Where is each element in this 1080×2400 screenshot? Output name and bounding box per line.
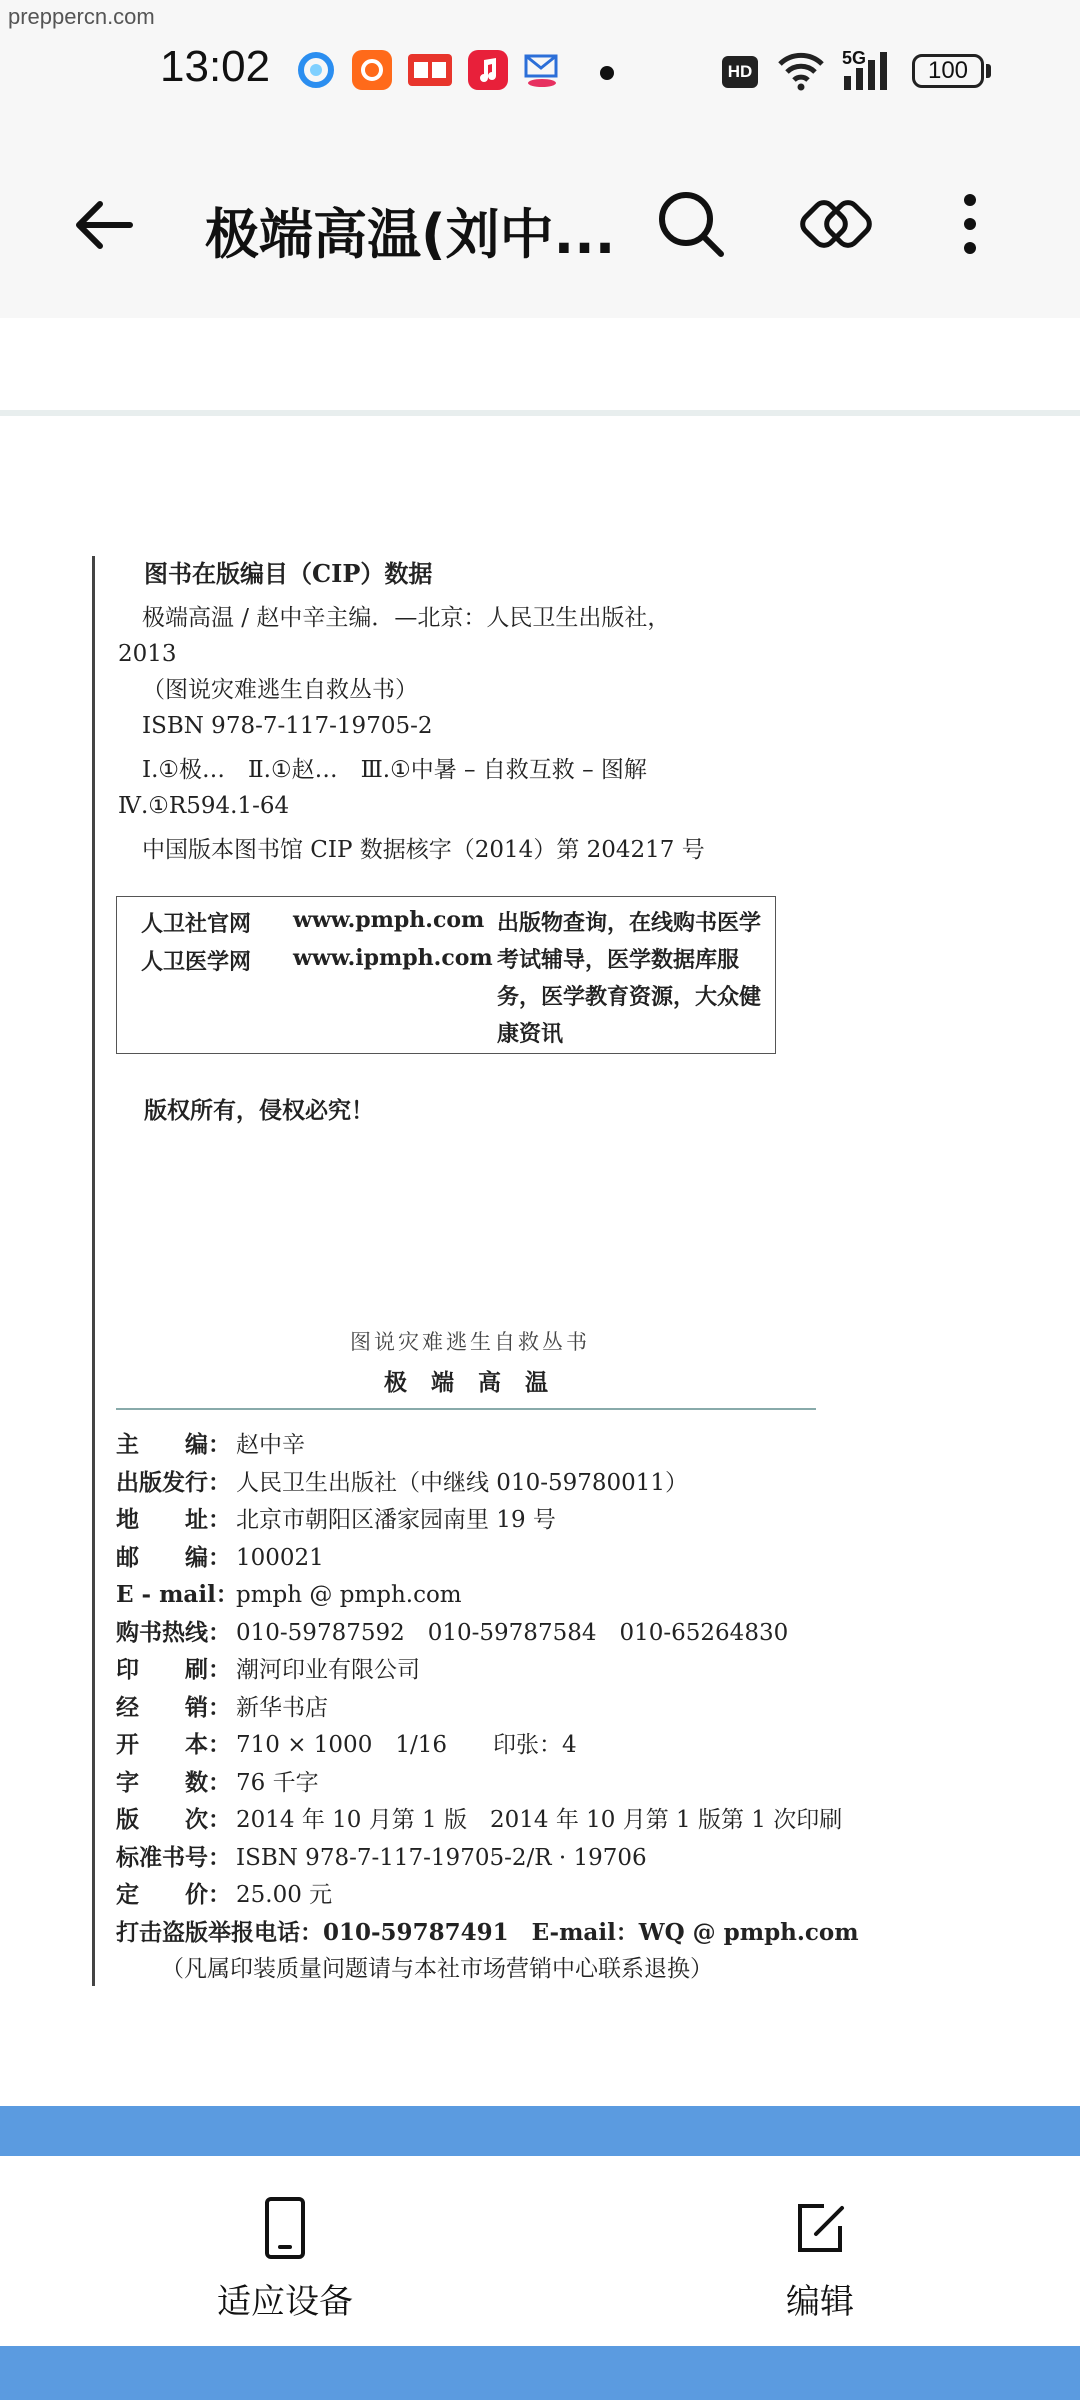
- return-note: （凡属印装质量问题请与本社市场营销中心联系退换）: [161, 1956, 713, 1982]
- colophon-key: 定 价：: [116, 1881, 231, 1908]
- colophon-value: 76 千字: [236, 1769, 319, 1796]
- network-type: 5G: [842, 48, 867, 68]
- hd-badge: HD: [722, 56, 758, 88]
- cover-preview-band-lower: [0, 2346, 1080, 2400]
- bottom-action-bar: [0, 2156, 1080, 2346]
- colophon-value: 2014 年 10 月第 1 版 2014 年 10 月第 1 版第 1 次印刷: [236, 1807, 843, 1833]
- battery-indicator: 100: [912, 54, 984, 88]
- cover-preview-band: [0, 2106, 1080, 2156]
- back-arrow-icon[interactable]: [70, 190, 140, 260]
- colophon-key: 版 次：: [116, 1806, 231, 1833]
- colophon-key: 开 本：: [116, 1731, 231, 1758]
- cip-line: ISBN 978-7-117-19705-2: [142, 713, 433, 739]
- toutiao-app-icon: [408, 54, 452, 86]
- tablet-icon: [255, 2196, 315, 2260]
- colophon-row: [116, 1539, 876, 1577]
- taobao-app-icon: [352, 50, 392, 90]
- music-app-icon: [468, 50, 508, 90]
- cip-title: 图书在版编目（CIP）数据: [144, 559, 433, 588]
- margin-line: [92, 556, 95, 1986]
- colophon-row: [116, 1689, 876, 1727]
- colophon-row: [116, 1501, 876, 1539]
- edit-icon: [790, 2196, 850, 2260]
- mail-app-icon: [522, 50, 562, 90]
- status-bar: [0, 0, 1080, 140]
- colophon-row: [116, 1876, 876, 1914]
- colophon-value: 人民卫生出版社（中继线 010-59780011）: [236, 1469, 689, 1496]
- fit-device-button[interactable]: [200, 2196, 370, 2326]
- wifi-icon: [776, 48, 826, 92]
- status-time: 13:02: [160, 42, 271, 91]
- info-website-link[interactable]: www.pmph.com: [293, 907, 485, 933]
- cip-line: 极端高温 / 赵中辛主编．—北京：人民卫生出版社，: [142, 605, 671, 631]
- colophon-value: pmph @ pmph.com: [236, 1582, 462, 1608]
- series-name: 图说灾难逃生自救丛书: [350, 1330, 590, 1354]
- colophon-row: [116, 1764, 876, 1802]
- colophon-value: 北京市朝阳区潘家园南里 19 号: [236, 1507, 556, 1533]
- colophon-value: 赵中辛: [236, 1432, 305, 1458]
- top-toolbar: [0, 140, 1080, 318]
- layers-icon[interactable]: [800, 188, 872, 260]
- divider: [116, 1408, 816, 1410]
- cip-line: 2013: [118, 641, 177, 667]
- colophon-key: 出版发行：: [116, 1468, 231, 1496]
- cip-line: 中国版本图书馆 CIP 数据核字（2014）第 204217 号: [142, 837, 705, 863]
- colophon-row: [116, 1651, 876, 1689]
- copyright-notice: 版权所有，侵权必究！: [144, 1097, 374, 1124]
- fit-device-label: 适应设备: [217, 2282, 353, 2322]
- colophon-key: 购书热线：: [116, 1618, 231, 1646]
- info-website-link[interactable]: www.ipmph.com: [293, 945, 493, 971]
- colophon-row: [116, 1426, 876, 1464]
- colophon-block: [116, 1426, 876, 1989]
- colophon-value: 100021: [236, 1544, 324, 1571]
- watermark-text: prepperc​n.com: [8, 4, 155, 29]
- colophon-value: 010-59787592 010-59787584 010-65264830: [236, 1619, 789, 1646]
- colophon-row: [116, 1614, 876, 1652]
- info-description: 出版物查询，在线购书医学考试辅导，医学数据库服务，医学教育资源，大众健康资讯: [497, 910, 762, 1047]
- info-label: 人卫社官网: [141, 911, 252, 937]
- colophon-row: [116, 1801, 876, 1839]
- colophon-row: [116, 1839, 876, 1877]
- info-label: 人卫医学网: [141, 949, 252, 975]
- colophon-value: 25.00 元: [236, 1882, 333, 1908]
- document-page[interactable]: [0, 416, 1080, 2106]
- cip-line: Ⅰ.①极… Ⅱ.①赵… Ⅲ.①中暑 – 自救互救 – 图解: [142, 757, 647, 783]
- search-icon[interactable]: [655, 188, 727, 260]
- colophon-row: [116, 1726, 876, 1764]
- colophon-row: [116, 1464, 876, 1502]
- colophon-key: E - mail：: [116, 1581, 239, 1608]
- colophon-value: 新华书店: [236, 1694, 328, 1721]
- cip-line: Ⅳ.①R594.1-64: [118, 793, 290, 819]
- edit-label: 编辑: [786, 2282, 854, 2322]
- colophon-key: 印 刷：: [116, 1656, 231, 1683]
- colophon-key: 主 编：: [116, 1431, 231, 1458]
- publisher-info-box: [116, 896, 776, 1054]
- document-title: 极端高温(刘中...: [205, 203, 616, 266]
- book-name: 极 端 高 温: [383, 1369, 557, 1396]
- colophon-row: [116, 1576, 876, 1614]
- colophon-key: 字 数：: [116, 1768, 231, 1796]
- colophon-key: 经 销：: [116, 1693, 231, 1721]
- colophon-key: 标准书号：: [116, 1843, 231, 1871]
- signal-icon: [840, 48, 900, 92]
- cip-line: （图说灾难逃生自救丛书）: [142, 677, 418, 703]
- more-vertical-icon[interactable]: [940, 188, 1000, 260]
- browser-app-icon: [296, 50, 336, 90]
- colophon-value: 潮河印业有限公司: [236, 1657, 420, 1683]
- colophon-key: 地 址：: [116, 1506, 231, 1533]
- colophon-value: ISBN 978-7-117-19705-2/R · 19706: [236, 1844, 647, 1871]
- colophon-key: 邮 编：: [116, 1543, 231, 1571]
- page-gap: [0, 318, 1080, 416]
- edit-button[interactable]: [740, 2196, 900, 2326]
- piracy-report-line: 打击盗版举报电话：010-59787491 E-mail：WQ @ pmph.com: [116, 1918, 859, 1946]
- cip-data-block: [118, 556, 758, 868]
- battery-cap: [986, 64, 991, 78]
- notification-dot: [600, 66, 614, 80]
- colophon-value: 710 × 1000 1/16 印张：4: [236, 1732, 577, 1758]
